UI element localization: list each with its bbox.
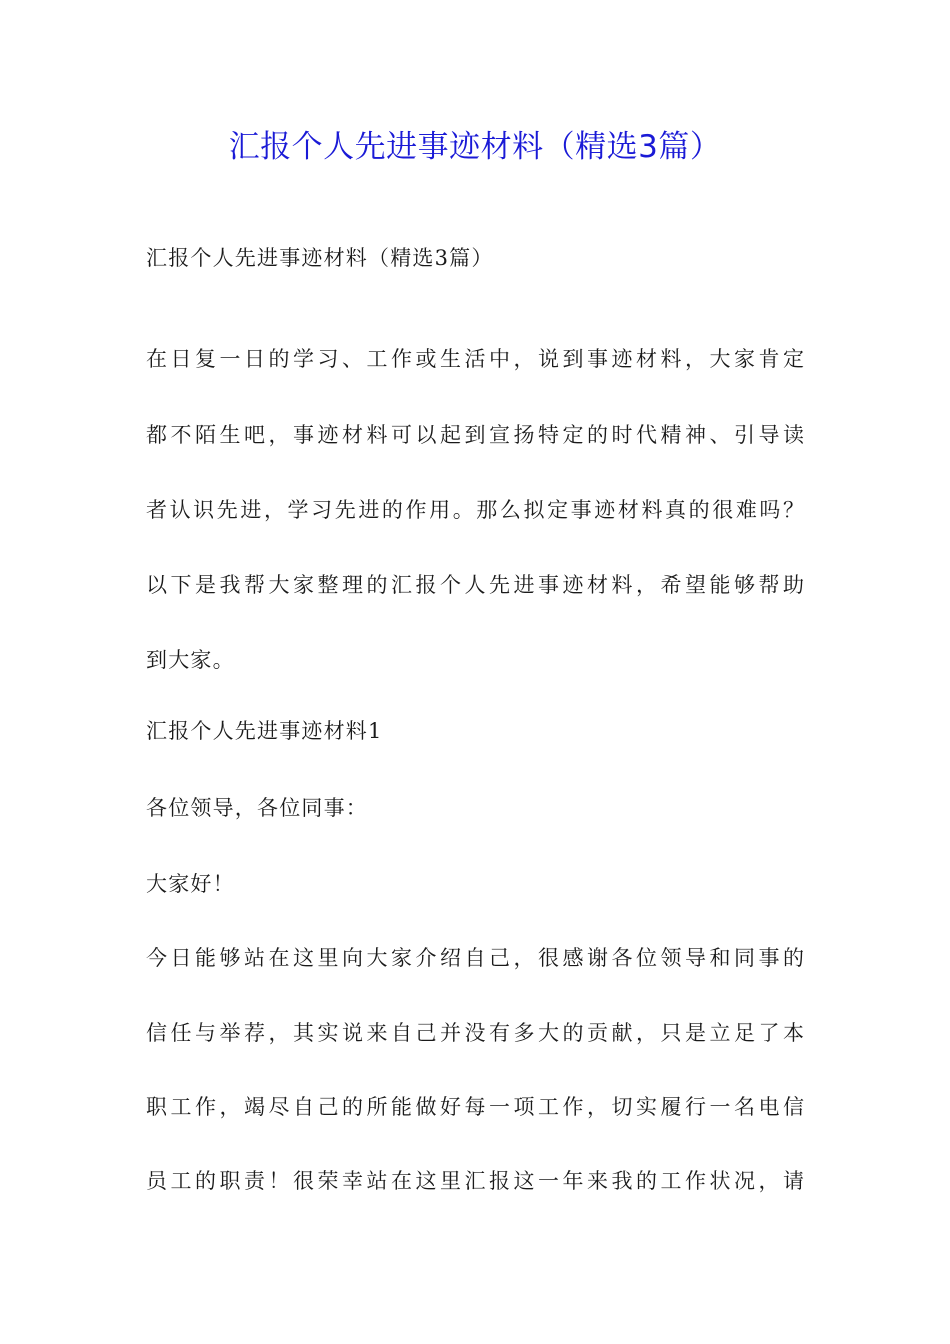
section-heading: 汇报个人先进事迹材料1 [146,719,383,743]
greeting-line: 大家好！ [146,872,235,896]
paragraph-line: 者认识先进，学习先进的作用。那么拟定事迹材料真的很难吗？ [146,498,804,522]
paragraph-line: 都不陌生吧，事迹材料可以起到宣扬特定的时代精神、引导读 [146,423,804,447]
salutation-line: 各位领导，各位同事： [146,796,368,820]
paragraph-line: 信任与举荐，其实说来自己并没有多大的贡献，只是立足了本 [146,1021,804,1045]
paragraph-line: 到大家。 [146,648,235,672]
paragraph-line: 职工作，竭尽自己的所能做好每一项工作，切实履行一名电信 [146,1095,804,1119]
paragraph-line: 以下是我帮大家整理的汇报个人先进事迹材料，希望能够帮助 [146,573,804,597]
subtitle-line: 汇报个人先进事迹材料（精选3篇） [146,246,494,270]
paragraph-line: 今日能够站在这里向大家介绍自己，很感谢各位领导和同事的 [146,946,804,970]
paragraph-line: 在日复一日的学习、工作或生活中，说到事迹材料，大家肯定 [146,347,804,371]
paragraph-line: 员工的职责！很荣幸站在这里汇报这一年来我的工作状况，请 [146,1169,804,1193]
document-title: 汇报个人先进事迹材料（精选3篇） [228,129,722,165]
